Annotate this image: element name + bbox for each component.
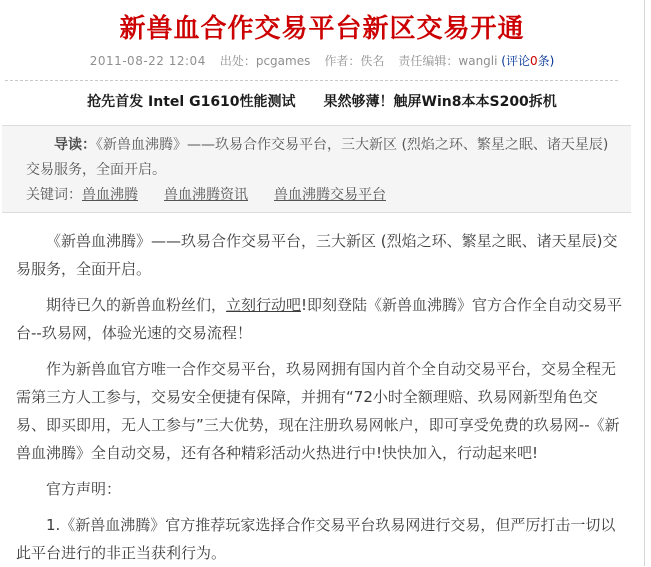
comments-suffix: 条) — [537, 54, 555, 68]
body-paragraph-4: 官方声明： — [46, 480, 122, 498]
comments-link[interactable] — [501, 54, 554, 68]
keywords-label: 关键词： — [26, 187, 82, 203]
body-paragraph-5: 1.《新兽血沸腾》官方推荐玩家选择合作交易平台玖易网进行交易，但严厉打击一切以此平台进行的非正当获利行为。 — [16, 516, 616, 562]
lead-text-paragraph — [26, 133, 613, 183]
article-meta-line — [0, 53, 644, 69]
lead-text: 《新兽血沸腾》——玖易合作交易平台，三大新区 (烈焰之环、繁星之眠、诸天星辰)交易服务，全面开启。 — [26, 137, 609, 178]
editor-value: wangli — [458, 54, 498, 68]
act-now-link[interactable]: 立刻行动吧 — [226, 296, 302, 314]
paragraph-2-text-before: 期待已久的新兽血粉丝们， — [46, 296, 227, 314]
body-paragraph-3: 作为新兽血官方唯一合作交易平台，玖易网拥有国内首个全自动交易平台，交易全程无需第三方人工参与，交易安全便捷有保障，并拥有“72小时全额理赔、玖易网新型角色交易、即买即用，无人工参与”三大优势，现在注册玖易网帐户，即可享受免费的玖易网--《新兽血沸腾》全自动交易，还有各种精彩活动火热进行中!快快加入，行动起来吧! — [16, 360, 620, 462]
author-value: 佚名 — [360, 54, 385, 68]
promo-link-win8-s200[interactable]: 果然够薄！触屏Win8本本S200拆机 — [323, 94, 557, 110]
promo-link-intel-g1610[interactable]: 抢先首发 Intel G1610性能测试 — [87, 94, 296, 110]
paragraph-2-text-after: !即刻登陆《新兽血沸腾》官方合作全自动交易平台--玖易网，体验光速的交易流程！ — [16, 296, 623, 342]
source-value: pcgames — [255, 54, 311, 68]
author-label: 作者： — [324, 54, 361, 68]
keyword-link-jiaoyipingtai[interactable]: 兽血沸腾交易平台 — [274, 187, 386, 203]
keyword-link-zixun[interactable]: 兽血沸腾资讯 — [164, 187, 248, 203]
article-body — [0, 213, 644, 567]
body-paragraph-1: 《新兽血沸腾》——玖易合作交易平台，三大新区 (烈焰之环、繁星之眠、诸天星辰)交易服务，全面开启。 — [16, 232, 618, 278]
promo-links-bar — [0, 93, 644, 111]
editor-label: 责任编辑： — [398, 54, 459, 68]
lead-summary-box — [2, 125, 631, 213]
page-title: 新兽血合作交易平台新区交易开通 — [119, 14, 525, 44]
keywords-line — [26, 183, 613, 208]
publish-date: 2011-08-22 12:04 — [89, 54, 206, 68]
body-paragraph-2 — [16, 291, 626, 347]
dashed-divider — [5, 80, 618, 81]
keyword-link-shouxuefeiteng[interactable]: 兽血沸腾 — [82, 187, 138, 203]
comments-prefix: (评论 — [501, 54, 530, 68]
lead-label: 导读： — [54, 137, 96, 153]
comments-count: 0 — [529, 54, 538, 68]
source-label: 出处： — [219, 54, 256, 68]
